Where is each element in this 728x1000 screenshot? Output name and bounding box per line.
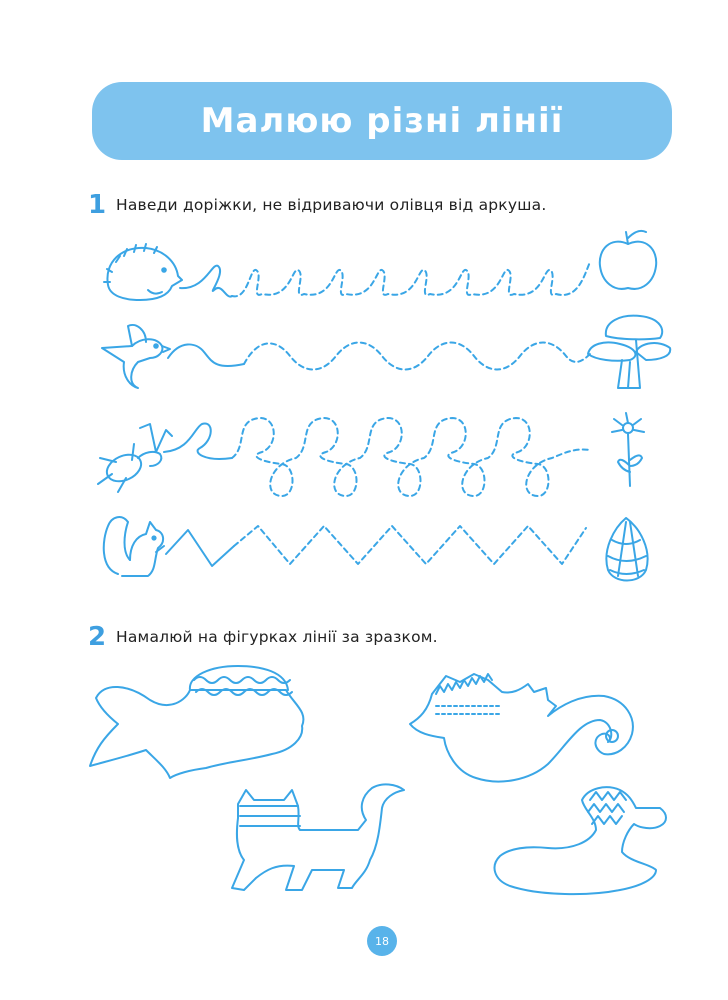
bird-icon xyxy=(102,325,170,388)
tracing-path-4 xyxy=(234,526,586,564)
cat-shape xyxy=(232,784,404,890)
page-title: Малюю різні лінії xyxy=(200,101,564,141)
page-number: 18 xyxy=(367,926,397,956)
duck-shape xyxy=(495,787,666,894)
task-number: 1 xyxy=(88,190,107,220)
tracing-path-1-solid xyxy=(180,266,232,297)
pinecone-icon xyxy=(606,518,647,581)
beetle-icon xyxy=(98,424,172,492)
task-instruction: Наведи доріжки, не відриваючи олівця від аркуша. xyxy=(116,196,547,214)
fish-shape xyxy=(90,666,303,778)
tracing-path-4-solid xyxy=(166,530,234,566)
seahorse-shape xyxy=(410,674,633,782)
tracing-path-3 xyxy=(232,418,590,496)
mushroom-icon xyxy=(588,316,670,388)
tracing-path-2 xyxy=(244,343,590,370)
tracing-path-2-solid xyxy=(168,344,244,366)
task-number: 2 xyxy=(88,622,107,652)
tracing-path-1 xyxy=(232,262,590,296)
tracing-path-3-solid xyxy=(164,423,232,458)
hedgehog-icon xyxy=(104,244,182,300)
squirrel-icon xyxy=(104,517,164,576)
apple-icon xyxy=(600,231,656,289)
task-instruction: Намалюй на фігурках лінії за зразком. xyxy=(116,628,438,646)
flower-icon xyxy=(612,413,644,486)
